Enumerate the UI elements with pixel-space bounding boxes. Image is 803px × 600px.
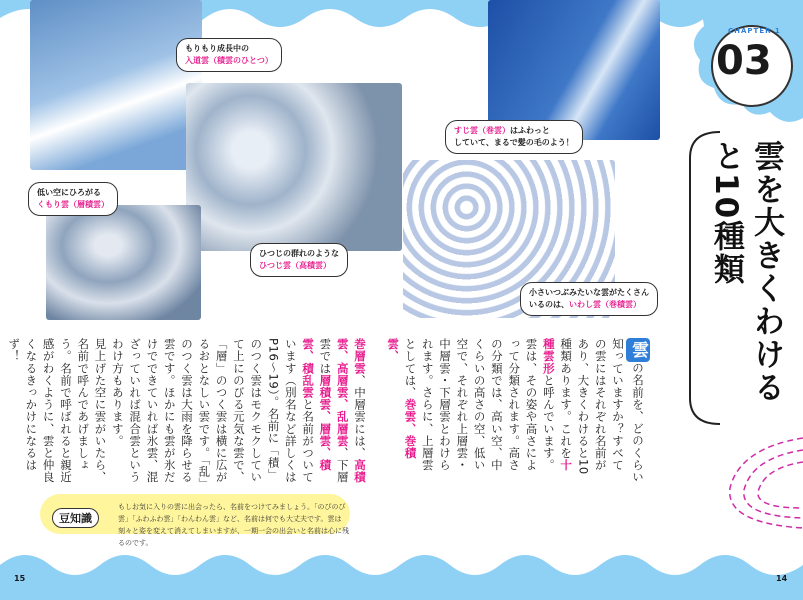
caption-kumorigumo: 低い空にひろがる くもり雲（層積雲） (28, 182, 118, 216)
left-body-text: 巻層雲、中層雲には、高積雲、高層雲、乱層雲、下層雲では層積雲、層雲、積雲、積乱雲と名前がついています（別名など詳しくはP16〜19）。名前に「積」のつく雲はモクモクしていて上にのびる元気な雲で、「層」のつく雲は横に広がるおとなしい雲です。「乱」のつく雲は大雨を降らせる雲です。ほかにも雲が氷だけでできていれば氷雲、混ざっていれば混合雲というわけ方もあります。 見上げた空に雲がいたら、名前で呼んであげましょう。名前で呼ばれると親近感がわくように、雲と仲良くなるきっかけになるはず！ (7, 338, 367, 484)
caption-sujigumo: すじ雲（巻雲）はふわっと していて、まるで髪の毛のよう！ (445, 120, 583, 154)
right-body-text: 雲の名前を、どのくらい知っていますか？すべての雲にはそれぞれ名前があり、大きくわけると10種類あります。これを十種雲形と呼んでいます。 雲は、その姿や高さによって分類されます。高さの分類では、高い空、中くらいの高さの空、低い空で、それぞれ上層雲・中層雲・下層雲とわけられます。さらに、上層雲としては、巻雲、巻積雲、 (386, 338, 648, 483)
bottom-wave-decoration (0, 545, 803, 600)
caption-nyudougumo: もりもり成長中の 入道雲（積雲のひとつ） (176, 38, 282, 72)
photo-hitsujigumo (186, 83, 402, 251)
tip-label: 豆知識 (52, 508, 99, 528)
photo-kumorigumo (46, 205, 201, 320)
caption-hitsujigumo: ひつじの群れのような ひつじ雲（高積雲） (250, 243, 348, 277)
decorative-scribble (700, 428, 803, 538)
kumo-char-box: 雲 (626, 338, 650, 362)
page-number-right: 14 (776, 574, 788, 583)
chapter-number: 03 (716, 38, 772, 84)
page-number-left: 15 (14, 574, 26, 583)
photo-nyudougumo (30, 0, 202, 170)
photo-sujigumo (488, 0, 660, 140)
page-title: 雲を大きくわけると10種類 (708, 140, 784, 404)
tip-text: もしお気に入りの雲に出会ったら、名前をつけてみましょう。「のびのび雲」「ふわふわ雲」「わんわん雲」など、名前は何でも大丈夫です。雲は刻々と姿を変えて消えてしまいますが、一期一会の出会いと名前は心に残るのです。 (118, 503, 349, 547)
chapter-label: CHAPTER 1 (728, 27, 781, 35)
caption-iwashigumo: 小さいつぶみたいな雲がたくさん いるのは、いわし雲（巻積雲） (520, 282, 658, 316)
